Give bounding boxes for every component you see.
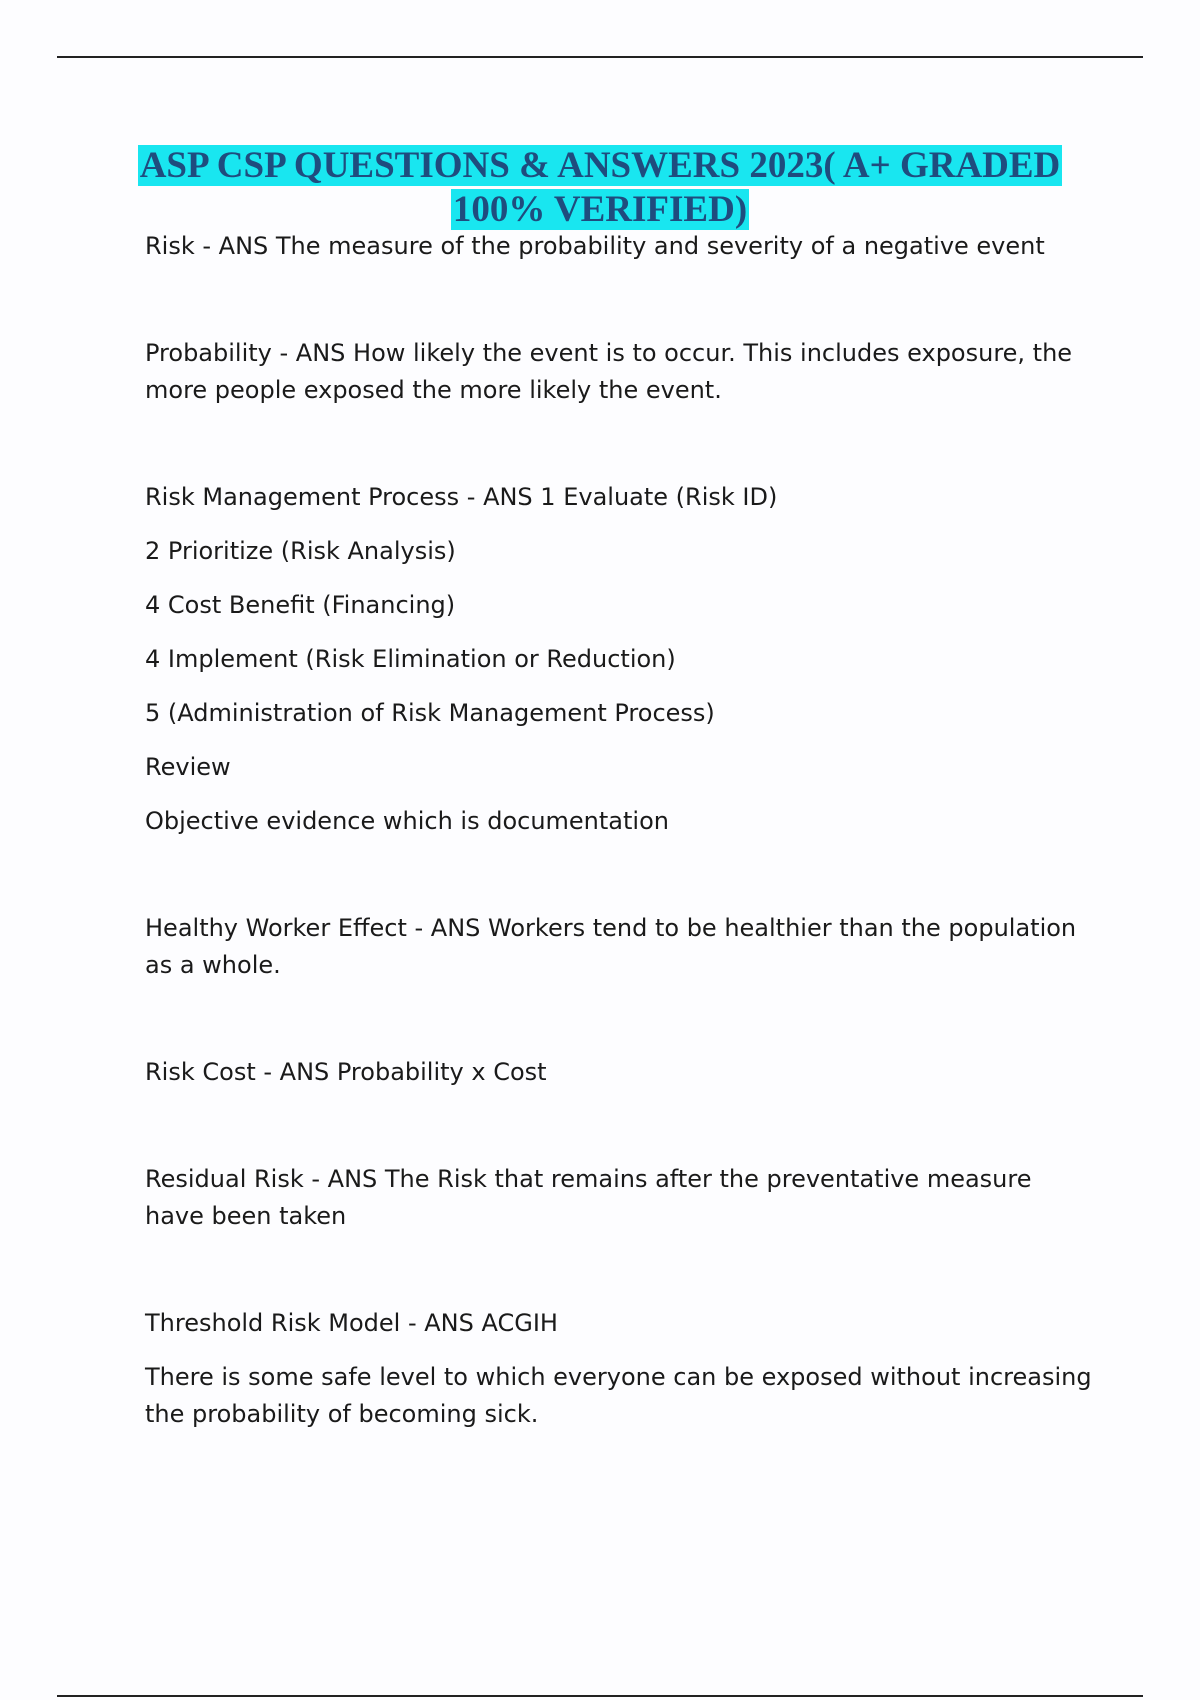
document-body (145, 228, 1095, 1433)
entry-step-administration: 5 (Administration of Risk Management Process) (145, 699, 715, 727)
entry-residual-risk: Residual Risk - ANS The Risk that remains after the preventative measure have been taken (145, 1165, 1032, 1230)
document-title (100, 144, 1100, 232)
entry-threshold-risk-model: Threshold Risk Model - ANS ACGIH (145, 1309, 558, 1337)
bottom-rule (57, 1695, 1143, 1697)
entry-risk: Risk - ANS The measure of the probability and severity of a negative event (145, 232, 1045, 260)
entry-healthy-worker-effect: Healthy Worker Effect - ANS Workers tend to be healthier than the population as a whole. (145, 914, 1077, 979)
entry-objective-evidence: Objective evidence which is documentation (145, 807, 669, 835)
entry-step-prioritize: 2 Prioritize (Risk Analysis) (145, 537, 456, 565)
entry-threshold-explanation: There is some safe level to which everyone can be exposed without increasing the probability of becoming sick. (145, 1363, 1092, 1428)
title-line-1: ASP CSP QUESTIONS & ANSWERS 2023( A+ GRADED (139, 145, 1061, 186)
title-line-2: 100% VERIFIED) (452, 189, 748, 230)
entry-probability: Probability - ANS How likely the event is to occur. This includes exposure, the more people exposed the more likely the event. (145, 339, 1073, 404)
entry-review: Review (145, 753, 231, 781)
entry-step-implement: 4 Implement (Risk Elimination or Reduction) (145, 645, 676, 673)
entry-step-cost-benefit: 4 Cost Benefit (Financing) (145, 591, 456, 619)
top-rule (57, 56, 1143, 58)
entry-risk-cost: Risk Cost - ANS Probability x Cost (145, 1058, 547, 1086)
entry-risk-management-process: Risk Management Process - ANS 1 Evaluate (Risk ID) (145, 483, 778, 511)
